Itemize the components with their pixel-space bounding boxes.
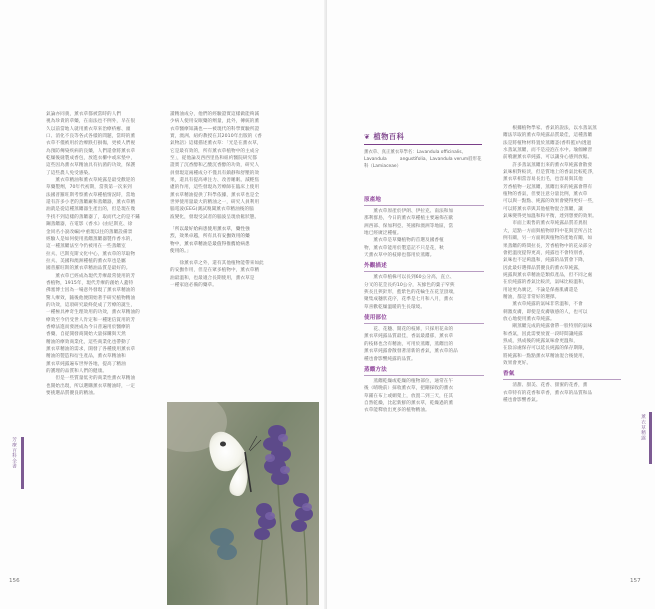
text-line: 波變化，發現受試者的腦波呈現放鬆狀態。 [170,214,260,220]
section-title-text: 植物百科 [373,132,405,141]
text-line: 薰衣草是草藥植物的首選及國香植 [364,238,444,244]
text-line: 「所以最好給病患使用薰衣草，藥性強 [170,227,250,233]
text-line: angustifolia、Lavandula verum [386,157,469,162]
lavender-photo-graphic [167,402,319,605]
text-line: 法國普羅旺斯考察薰衣草種植情況時，當地 [46,192,136,198]
text-line: 的安撫作用，但是在眾多植物中，薰衣草精 [170,268,260,274]
text-line: 金同名小說改編)中重現以往的蒸餾設備景 [46,229,133,235]
text-line: 刺激皮膚，即使是皮膚敏感的人，也可以 [503,309,588,315]
text-line: 精油，都是非常好的選擇。 [503,294,560,300]
text-line: 可以與一點點、純露的效果會變得更好一些， [503,199,597,205]
text-line: 使用的。」 [170,248,192,254]
text-line: 衣草不僅被用於治療跌打損傷，更被人們視 [46,141,136,147]
text-line: 分叉的花莖長約10公分，灰綠色的葉子窄狹 [364,282,455,288]
right-page [327,0,655,609]
text-line: 慮的作用，這些發現為芳療師在臨床上使用 [170,185,260,191]
text-line: 法是將植物材料置於蒸餾釜(香料籃)內透過 [503,140,592,146]
text-line: 天薰衣草中的枝條也都用於蒸餾。 [364,253,435,259]
text-line: 在於純露的香氣比較淡，氣味比較溫和， [503,280,588,286]
text-line: 和香氣，因此需要放置一段時間讓純露 [503,331,583,337]
text-line: 要挑選品質優良的精油。 [46,391,98,397]
text-line: 自然乾燥，比起新鮮的薰衣草，乾燥過的薰 [364,400,454,406]
text-line: 許多蒸氣蒸餾出來的薰衣草純露會散發 [503,162,593,168]
text-line: 佛塞博士因為一場意外發現了薰衣草精油的 [46,288,136,294]
text-line: 種也會影響香氣。 [503,398,541,404]
left-column-1 [46,111,162,599]
right-side-tag: 薰衣草精露 [640,414,645,441]
text-line: 少病人使用安眠藥的劑量，此外，傳統的薰 [170,119,260,125]
text-line: 狹長且狹針形，藍紫色的花輪生在花莖頂端， [364,290,458,296]
text-line: 的護理的品質和人們的健康。 [46,369,108,375]
section-heading: 原產地 [364,196,484,206]
text-line: 薰衣草已經成為現代芳療最常使用的芳 [46,273,136,279]
pull-quote [170,224,288,257]
text-line: 還有許多小老的蒸餾廠和蒸餾器，薰衣草精 [46,200,136,206]
text-line: 療效至今仍受世人肯定和一種迷信賞用的芳 [46,317,136,323]
text-line: 用途更為廣泛，不論是保養肌膚還是 [503,287,579,293]
text-line: 草鋪在布上或網架上，放置二到三天，任其 [364,393,454,399]
text-line: 唇形花科（Lamiaceae） [364,157,482,169]
text-line: 腦電波(EEG)測試嗅聞薰衣草精油後的腦 [170,207,254,213]
text-line: 草喜歡乾燥溫暖的生長環境。 [364,304,426,310]
section-heading: 使用部位 [364,314,484,324]
text-line: 油最溫和，也最適合長期使用，薰衣草是 [170,275,255,281]
lavender-butterfly-photo [167,402,319,605]
text-line: 薰衣草精油提供了科學依據，薰衣草也是全 [170,192,260,198]
text-line: 氣物語》這樣描述薰衣草：「光是在薰衣草， [170,141,262,147]
text-line: 這些因為薰衣草精油具有抗菌的功效，保護 [46,163,136,169]
text-line: 會把溫度提得更高，純露也不會特別香， [503,250,588,256]
text-line: 的枝條也含有精油，可用於蒸餾，蒸餾出的 [364,341,454,347]
text-line: 學名：Lavandula officinalis、Lavandula [364,150,466,162]
text-line: 因此最好選擇品質優良的薰衣草純露， [503,265,583,271]
text-line: 例有關，另一方面則與植物的產地有關，如 [503,236,593,242]
text-line: 水蒸氣蒸餾，而不是浸泡在水中。瑜伽練習 [503,148,593,154]
text-line: 徐薰衣草之外，還有其他植物能帶來如此 [170,260,264,266]
text-line: 後（晴晚前）採收薰衣草，把剛採收的薰衣 [364,386,454,392]
text-line: 衣草能釋放出更多的植物精油。 [364,408,430,414]
text-line: 果蒸餾的時間拉長，芳香植物中的花朵部分 [503,243,593,249]
text-line: 清甜、甜美、花香、甜蜜的花香，薰 [503,383,588,389]
right-column-1 [364,193,484,593]
text-line: 將純露和一點點薰衣草精油混合後使用， [503,353,588,359]
left-column-2 [170,111,288,401]
text-line: 薰衣草原產於伊朗、伊拉克、南法和加 [364,209,454,214]
text-line: 至」，從他論及西西里島和紐約醫院研究都 [170,156,257,162]
text-line: 驚人療效，隨後他便開始著手研究植物精油 [46,295,136,301]
text-line: 薰衣草純露品質最佳，香氣最濃郁，薰衣草 [364,334,454,340]
text-line: 薰衣草、真正薰衣草 [364,150,404,155]
text-line: 乎找不到這樣的蒸餾器了，取而代之的是不鏽 [46,214,140,220]
text-line: 果，還具有提高專注力、改善睡眠、減輕焦 [170,178,260,184]
right-page-number: 157 [630,578,641,584]
text-line: 實，澳洲、紐約教授在其2010年出版的《香 [170,134,262,140]
text-line: 為預防傳染疾病的良藥，人們還會將薰衣草 [46,148,136,154]
text-line: 讀精油成分，他們的經驗證實這樣做能夠減 [170,112,260,117]
text-line: 油就是從這種蒸餾器生產出的，但是現在幾 [46,207,136,213]
text-line: 這一種蒸餾法至今仍被用在一些蒸餾室 [46,244,126,250]
text-line: 那利群島，今日的薰衣草種植主要遍佈在歐 [364,216,454,222]
text-line: 聚集成穗狀花序，花季是七月和八月，薰衣 [364,297,454,303]
text-line: 久以前當地人就用薰衣草來治療疥癬、頭 [46,126,131,132]
text-line: 種也會影響純露的品質。 [364,356,416,362]
text-line: 拉夫、美國和澳洲種植的薰衣草也是屬 [46,258,126,264]
text-line: 香療法進而發展成為今日普遍用於醫療的 [46,324,131,330]
left-side-tag: 芳療百科全書 [11,437,16,469]
text-line: 純露與薰衣草精油是類似產品，但不同之處 [503,272,593,278]
text-line: 效果會更好。 [503,361,532,366]
text-line: 大，這點一方面與植物原料中花與莖所占比 [503,228,593,234]
text-line: 薰衣草相當容易長出毛，也容易與其他 [503,177,583,183]
text-line: 香藥，自從開發商開始大量採購與天然 [46,332,126,338]
text-line: 國普羅旺斯的薰衣草精油品質是最好的。 [46,266,131,272]
text-line: 的功效，這項研究最終促成了芳療的誕生， [46,302,136,308]
text-line: 根據植物學家、香氣的說法，以水蒸氣蒸 [503,126,597,131]
text-line: 一種極具神奇生理效用的功效，薰衣草精油的 [46,310,140,316]
text-line: 氣論亦同義，薰衣草都被當時的人們 [46,112,122,117]
text-line: 烈，效果卓越，所有具有安撫效用的藥 [170,234,250,240]
text-line: 視為珍貴的草藥，在南法也不例外，早在很 [46,119,136,125]
text-line: 植物的香氣，但要注意分量比例，薰衣草 [503,192,588,198]
text-line: 前噴灑薰衣草純露，可以讓身心感到放鬆。 [503,155,593,161]
text-line: 薰衣草純露遍布世界各地，提高了精油 [46,361,126,367]
left-page [0,0,327,609]
text-line: 可以將薰衣草與其他植物混合蒸餾，讓 [503,206,583,212]
text-line: 放心地使用薰衣草純露。 [503,316,555,322]
plant-meta [364,149,482,170]
text-line: 員發現這兩種成分不僅具有鎮靜和舒壓的效 [170,170,260,176]
right-tag-bar [649,412,652,464]
text-line: 在陰涼處保存可以延長純露的保存期限， [503,346,588,352]
text-line: 薰衣草植株可以長到60公分高，直立、 [364,275,455,281]
text-line: 蒸餾乾燥或乾燥的植物部位，通常在午 [364,378,454,384]
text-line: 了這些農人免受感染。 [46,170,93,176]
text-line: 拉夫、巴斯克斯文化中心，薰衣草的萃取物 [46,251,136,257]
right-column-2 [503,125,621,595]
text-line: 世界使用量最大的精油之一，研究人員利用 [170,200,260,206]
left-tag-bar [21,437,24,489]
text-line: 證實了沉香醇和乙酸沉香醇的功效，研究人 [170,163,260,169]
text-line: 薰衣草純露會散發著清新的香氣，薰衣草的品 [364,349,458,355]
section-heading: 香氣 [503,370,621,380]
text-line: 芳香植物一起蒸餾，蒸餾出來的純露會帶有 [503,184,593,190]
text-line: 衣草特有的花香和草香，薰衣草的品質和品 [503,390,593,396]
text-line: 精油的製造和衍生產品，薰衣草精油和 [46,354,126,360]
text-line: 薰衣草精油的需求，開發了各種使用薰衣草 [46,347,136,352]
text-line: 薰衣草純露的氣味非常溫和，不會 [503,302,583,308]
text-line: 口、消化不良等各式各樣的問題，當時的薰 [46,134,136,140]
text-line: 花、花穗、開花的枝條，只採用花朵的 [364,327,454,333]
left-page-number: 156 [9,578,20,584]
text-line: 它是最有效的，所有薰衣草植物中的主成分 [170,148,260,154]
text-line: 餾法萃取的薰衣草純露品質最佳，這種蒸餾 [503,133,593,139]
leaf-icon: ❦ [364,132,371,141]
text-line: 物，薰衣草能用於製造記不只是花，秋 [364,245,444,251]
text-line: 物中，薰衣草精油是最值得推薦給病患 [170,241,250,247]
text-line: 剛蒸餾完成的純露會帶一股特別的氣味 [503,324,593,330]
text-line: 薰衣草精油和薰衣草純露是最受歡迎的 [46,178,136,184]
text-line: 衣草醫療知識也——被現代的科學實驗所證 [170,126,260,132]
text-line: 精油的療效商業化，這些商業化也帶動了 [46,339,131,345]
text-line: 地已經廣泛種植。 [364,231,402,237]
title-rule [364,144,482,145]
text-line: 氣味變得更加溫和和平衡，達到想要的效果。 [503,214,597,220]
text-line: 也開始出現，所以選購薰衣草精油時，一定 [46,383,136,389]
text-line: 鋼蒸餾器，在電影《香水》(由尼斯克、徐 [46,222,133,228]
plant-profile-header [364,132,482,170]
text-line: 氣味相對較淡，但是質地上的香氣比較乾淨， [503,170,597,176]
text-line: 草藥製劑，70年代初期，當我第一次來到 [46,185,132,191]
text-line: 熟成，熟成後的純露氣味會更溫和， [503,338,579,344]
text-line: 一種家庭必備的藥草。 [170,283,217,288]
text-line: 香植物，1915年，現代芳療的創始人蓋特 [46,280,134,286]
section-heading: 外觀描述 [364,262,484,272]
section-title [364,132,482,142]
text-line: 經驗人是如何使用蒸餾蒸餾器製作香水的， [46,236,136,242]
text-line: 氣味也不足夠溫和，純露的品質會下降， [503,258,588,264]
section-heading: 蒸餾方法 [364,366,484,376]
text-line: 市面上販售的薰衣草純露品質差異很 [503,221,588,227]
text-line: 乾燥後縫製成香包，放進衣櫃中或床墊中， [46,156,136,162]
text-line: 但是一些質量低劣的商業性薰衣草精油 [46,376,136,382]
text-line: 洲西部、保加利亞、英國和澳洲等地區，當 [364,223,454,229]
